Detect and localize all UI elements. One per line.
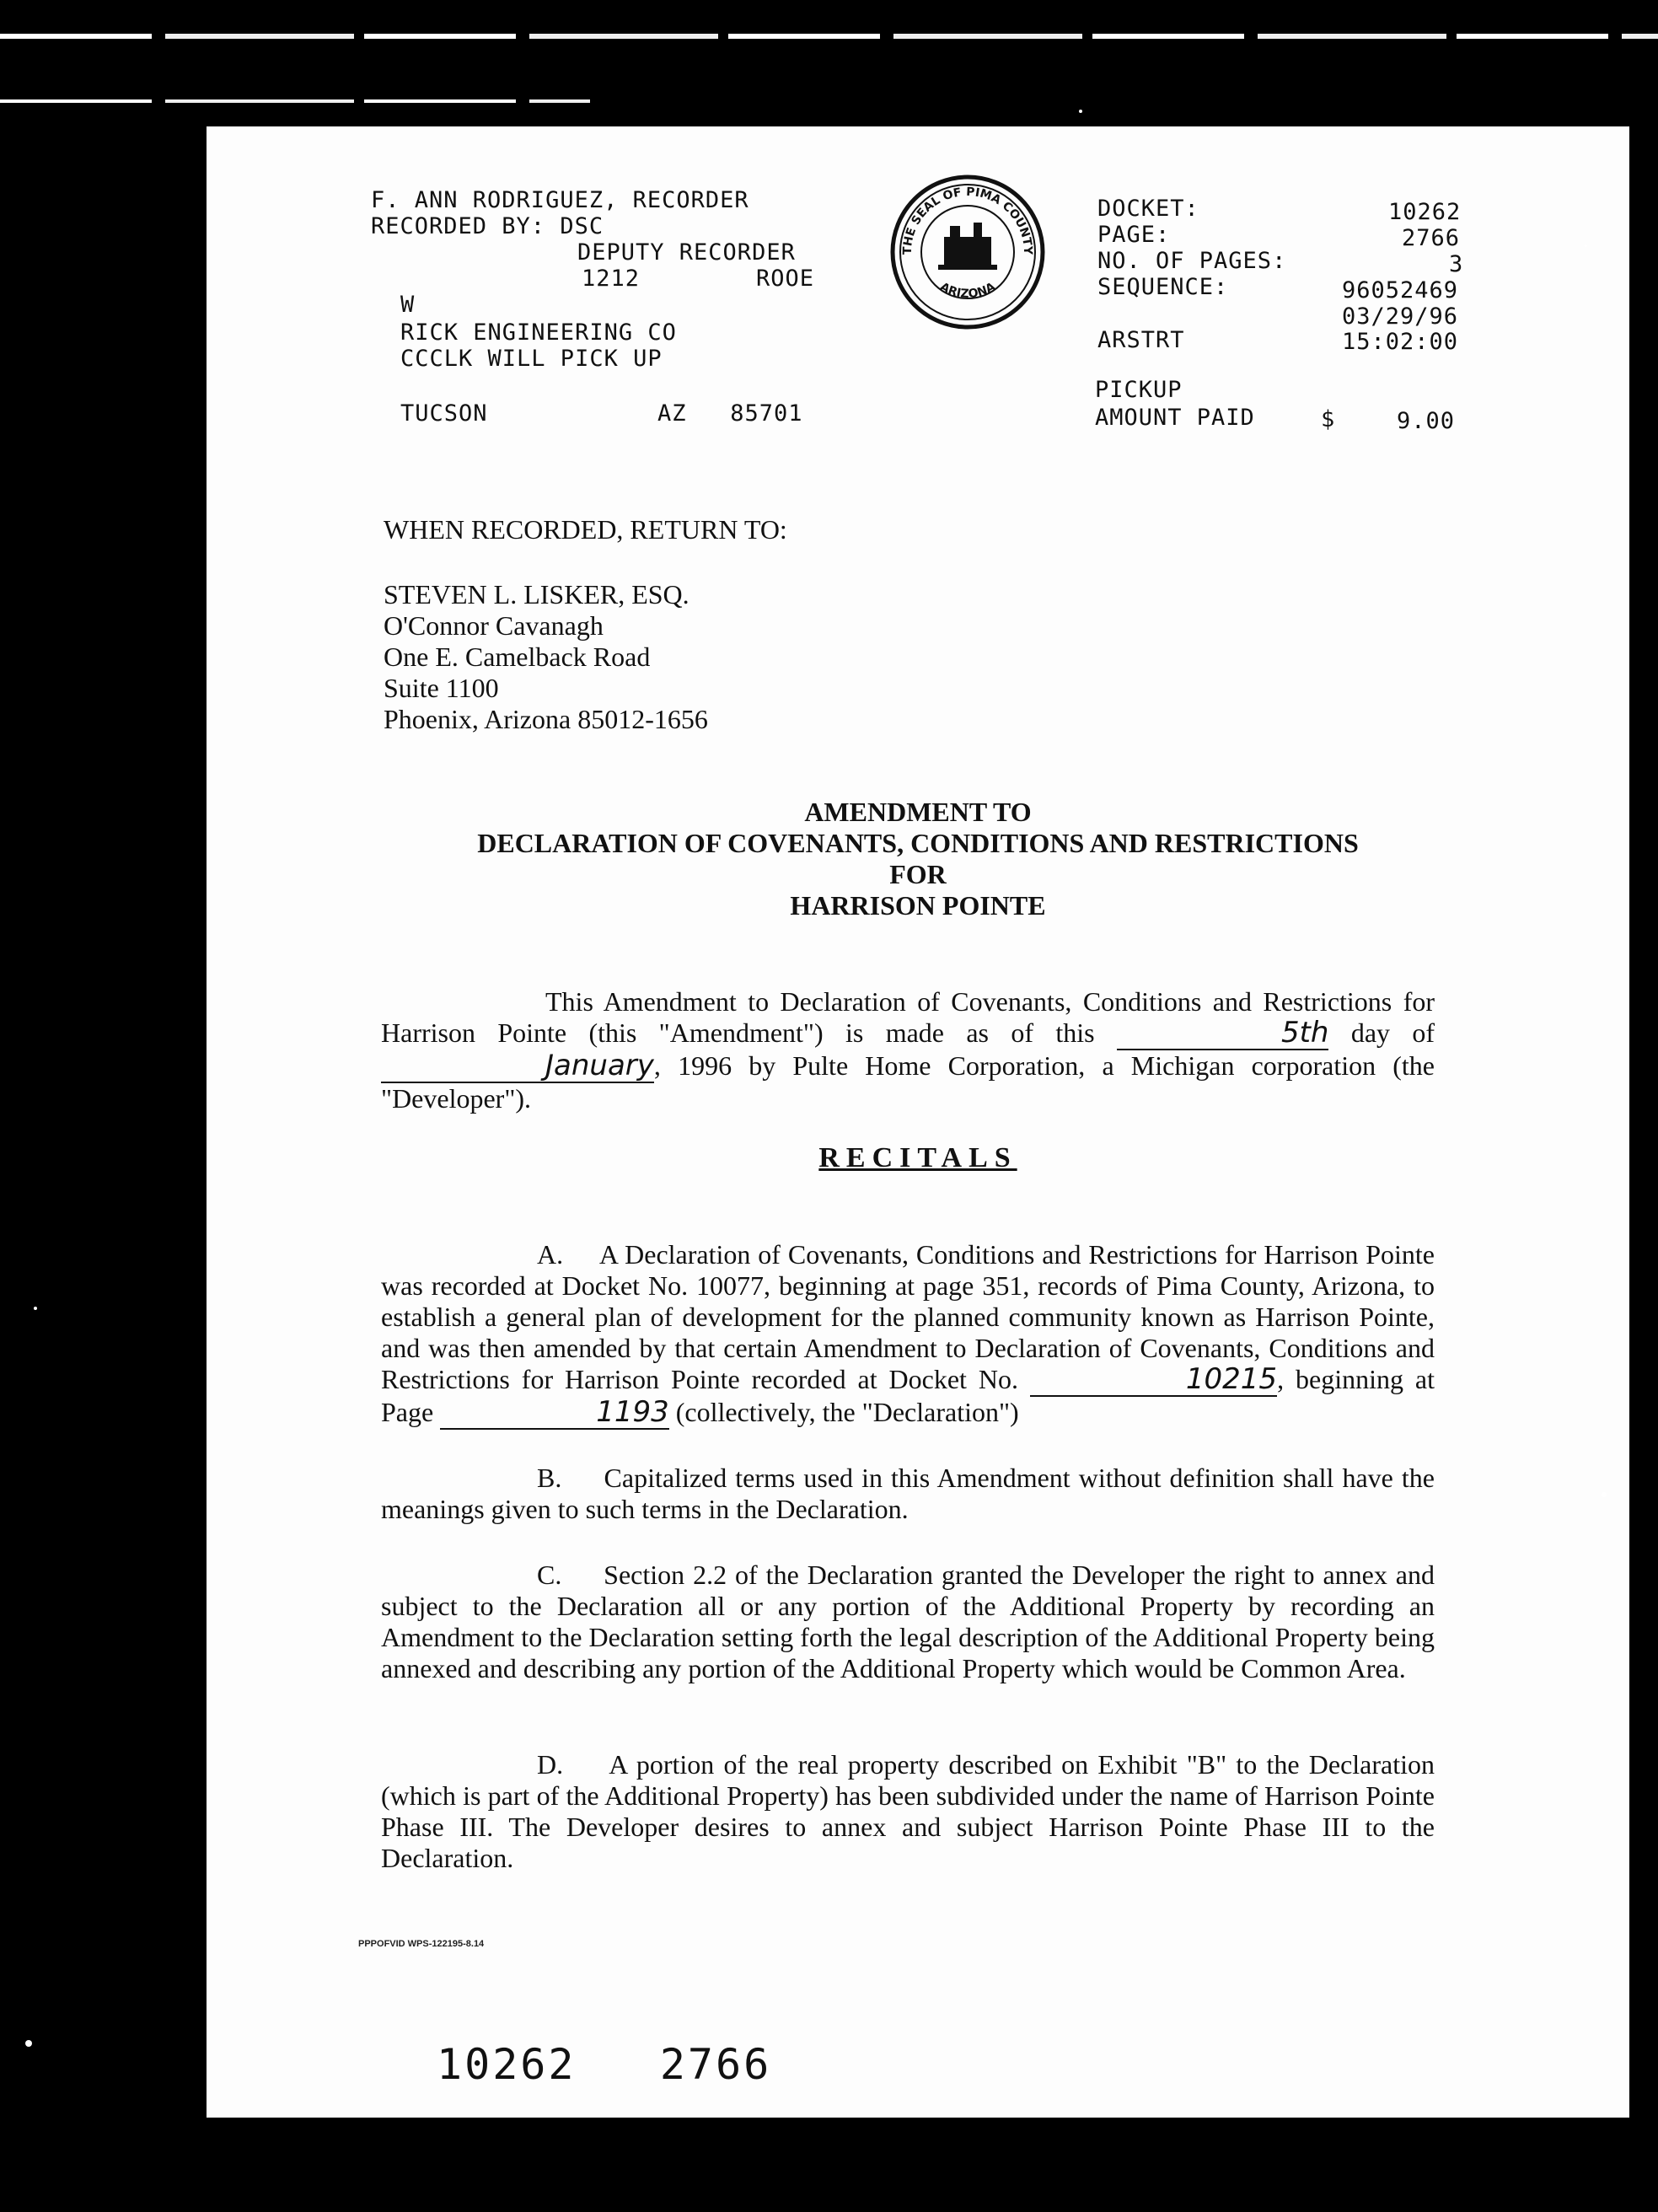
return-to-line: Phoenix, Arizona 85012-1656 xyxy=(384,704,708,734)
recital-b-label: B. xyxy=(537,1463,562,1493)
page-value: 2766 xyxy=(1402,225,1461,251)
intro-year: 1996 xyxy=(678,1050,732,1081)
recital-a-text-3: (collectively, the "Declaration") xyxy=(675,1397,1019,1427)
recital-a-label: A. xyxy=(537,1239,564,1270)
recital-d-label: D. xyxy=(537,1749,564,1780)
recital-c-label: C. xyxy=(537,1560,562,1590)
bottom-docket-page-number: 10262 2766 xyxy=(437,2040,772,2089)
recorder-pickup-note: CCCLK WILL PICK UP xyxy=(400,346,663,372)
recital-a-text-2: , beginning at Page xyxy=(381,1364,1435,1427)
title-line: AMENDMENT TO xyxy=(804,797,1032,827)
scan-speck xyxy=(1079,110,1082,113)
title-line: FOR xyxy=(889,859,947,889)
intro-day-handwritten: 5th xyxy=(1117,1017,1329,1050)
recorder-company: RICK ENGINEERING CO xyxy=(400,319,677,346)
return-to-line: Suite 1100 xyxy=(384,673,499,703)
recorder-name: F. ANN RODRIGUEZ, RECORDER xyxy=(371,187,749,213)
pages-value: 3 xyxy=(1449,251,1464,277)
recital-a-text-1: A Declaration of Covenants, Conditions and Restrictions for Harrison Pointe was recorded at Docket No. 10077, beginning at page 351, records of Pima County, Arizona, to establish a general plan of development for the planned community known as Harrison Pointe, and was then amended by that certain Amendment to Declaration of Covenants, Conditions and Restrictions for Harrison Pointe recorded at Docket No. xyxy=(381,1239,1435,1394)
deputy-recorder: DEPUTY RECORDER xyxy=(577,239,796,266)
amount-value: 9.00 xyxy=(1397,408,1456,434)
scan-speck xyxy=(34,1307,37,1310)
return-to-line: STEVEN L. LISKER, ESQ. xyxy=(384,579,689,609)
recorder-city: TUCSON xyxy=(400,400,488,427)
scan-speck xyxy=(1602,1492,1607,1497)
page-label: PAGE: xyxy=(1097,222,1171,248)
recital-a-docket-handwritten: 10215 xyxy=(1030,1364,1277,1397)
sequence-label: SEQUENCE: xyxy=(1097,274,1229,300)
intro-paragraph: This Amendment to Declaration of Covenants, Conditions and Restrictions for Harrison Pointe (this "Amendment") is made as of this 5th day of January, 1996 by Pulte Home Corporation, a Michigan corporation (the "Developer"). xyxy=(381,986,1435,1114)
recorder-state-zip: AZ 85701 xyxy=(657,400,803,427)
title-line: HARRISON POINTE xyxy=(790,890,1046,921)
return-to-header: WHEN RECORDED, RETURN TO: xyxy=(384,514,787,545)
recorded-by: RECORDED BY: DSC xyxy=(371,213,604,239)
scan-edge-second xyxy=(0,99,590,103)
amount-currency: $ xyxy=(1321,406,1336,432)
svg-text:ARIZONA xyxy=(937,280,998,301)
recital-a-page-handwritten: 1193 xyxy=(440,1397,669,1430)
recitals-heading: RECITALS xyxy=(818,1142,1017,1173)
recital-d xyxy=(381,1749,1435,1874)
recorder-code-id: ROOE xyxy=(756,266,815,292)
pickup-label: PICKUP xyxy=(1095,377,1183,403)
scan-speck xyxy=(25,2040,32,2047)
recital-c xyxy=(381,1560,1435,1684)
record-date: 03/29/96 xyxy=(1342,303,1459,330)
title-line: DECLARATION OF COVENANTS, CONDITIONS AND RESTRICTIONS xyxy=(477,828,1359,858)
record-time: 15:02:00 xyxy=(1342,329,1459,355)
intro-text-1: This Amendment to Declaration of Covenants, Conditions and Restrictions for Harrison Pointe (this "Amendment") is made as of this xyxy=(381,986,1435,1048)
footer-file-code: PPPOFVID WPS-122195-8.14 xyxy=(358,1939,485,1949)
pages-label: NO. OF PAGES: xyxy=(1097,248,1287,274)
return-to-line: One E. Camelback Road xyxy=(384,642,651,672)
document-title xyxy=(207,797,1629,921)
intro-month-handwritten: January xyxy=(381,1050,654,1083)
scan-edge-top xyxy=(0,34,1658,39)
return-to-line: O'Connor Cavanagh xyxy=(384,610,604,641)
return-to-block xyxy=(384,514,787,735)
document-page xyxy=(207,126,1629,2118)
amount-label: AMOUNT PAID xyxy=(1095,405,1255,431)
recital-b-text: Capitalized terms used in this Amendment without definition shall have the meanings given to such terms in the Declaration. xyxy=(381,1463,1435,1524)
recorder-w: W xyxy=(400,292,416,318)
recorder-code-num: 1212 xyxy=(582,266,641,292)
recital-b xyxy=(381,1463,1435,1525)
sequence-value: 96052469 xyxy=(1342,277,1459,303)
recital-a xyxy=(381,1239,1435,1430)
recital-d-text: A portion of the real property described on Exhibit "B" to the Declaration (which is part of the Additional Property) has been subdivided under the name of Harrison Pointe Phase III. The Developer desires to annex and subject Harrison Pointe Phase III to the Declaration. xyxy=(381,1749,1435,1873)
seal-bottom-text: ARIZONA xyxy=(937,280,998,302)
intro-text-2: day of xyxy=(1350,1017,1435,1048)
intro-text-3: by Pulte Home Corporation, a Michigan corporation (the "Developer"). xyxy=(381,1050,1435,1114)
county-seal-icon xyxy=(889,174,1046,330)
docket-value: 10262 xyxy=(1388,199,1462,225)
scan-speck xyxy=(1585,244,1587,247)
recital-c-text: Section 2.2 of the Declaration granted the Developer the right to annex and subject to the Declaration all or any portion of the Additional Property by recording an Amendment to the Declaration setting forth the legal description of the Additional Property being annexed and describing any portion of the Additional Property which would be Common Area. xyxy=(381,1560,1435,1683)
docket-label: DOCKET: xyxy=(1097,196,1199,222)
seal-top-text: THE SEAL OF PIMA COUNTY xyxy=(900,185,1035,255)
arstrt-label: ARSTRT xyxy=(1097,327,1185,353)
